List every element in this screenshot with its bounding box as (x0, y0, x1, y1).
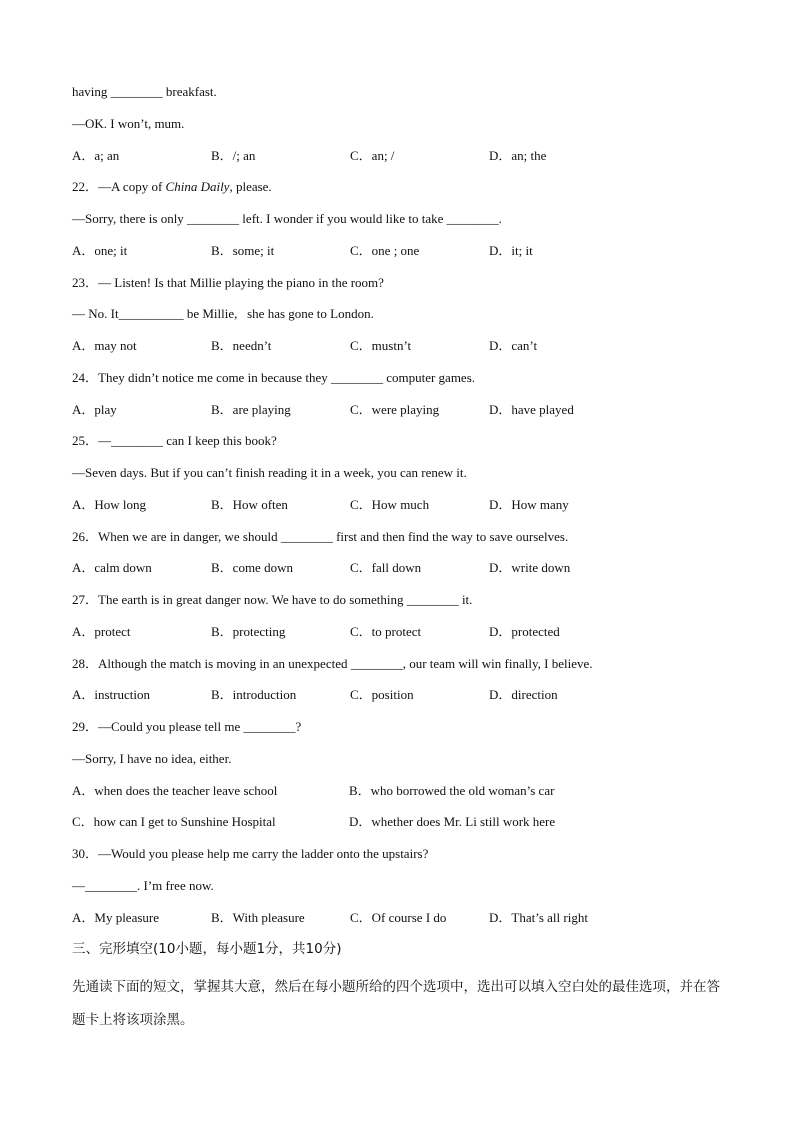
answer-option: C．position (350, 687, 414, 703)
question-line: 25．—________ can I keep this book? (72, 433, 277, 449)
answer-option: D．How many (489, 496, 569, 512)
question-line: 27．The earth is in great danger now. We have to do something ________ it. (72, 592, 473, 607)
question-line: —OK. I won’t, mum. (72, 115, 185, 131)
answer-option: B．With pleasure (211, 909, 305, 925)
answer-option: A．How long (72, 496, 147, 512)
answer-option: D．can’t (489, 338, 538, 353)
question-text: 22．—A copy of (72, 179, 166, 195)
question-text: , please. (229, 179, 272, 195)
answer-option: D．protected (489, 623, 560, 639)
answer-option: A．instruction (72, 687, 150, 703)
answer-option: D．have played (489, 401, 574, 417)
answer-option: B．introduction (211, 687, 297, 703)
answer-option: B．are playing (211, 401, 291, 417)
answer-option: A．My pleasure (72, 909, 160, 925)
answer-option: D．whether does Mr. Li still work here (349, 814, 556, 830)
option-row (72, 685, 732, 717)
answer-option: C．fall down (350, 560, 422, 576)
option-row (72, 336, 732, 368)
question-lines (72, 82, 732, 939)
option-row (72, 812, 732, 844)
option-row (72, 495, 732, 527)
answer-option: C．How much (350, 496, 430, 512)
question-line (72, 177, 732, 209)
answer-option: D．write down (489, 560, 571, 576)
option-row (72, 146, 732, 178)
answer-option: C．to protect (350, 623, 422, 639)
answer-option: B．How often (211, 496, 288, 512)
answer-option: A．when does the teacher leave school (72, 782, 278, 798)
answer-option: B．needn’t (211, 338, 272, 353)
question-line: —________. I’m free now. (72, 877, 214, 893)
answer-option: A．play (72, 401, 117, 417)
section-instruction: 先通读下面的短文，掌握其大意，然后在每小题所给的四个选项中，选出可以填入空白处的最佳选项，并在答题卡上将该项涂黑。 (72, 979, 720, 1029)
answer-option: C．one ; one (350, 242, 420, 258)
answer-option: B．/; an (211, 147, 256, 163)
answer-option: A．may not (72, 338, 137, 353)
question-line: 29．—Could you please tell me ________? (72, 719, 302, 734)
answer-option: B．come down (211, 560, 293, 576)
option-row (72, 622, 732, 654)
answer-option: D．it; it (489, 242, 533, 258)
question-line: 28．Although the match is moving in an unexpected ________, our team will win finally, I believe. (72, 655, 593, 671)
question-line: 30．—Would you please help me carry the ladder onto the upstairs? (72, 846, 429, 861)
question-line: having ________ breakfast. (72, 84, 217, 99)
newspaper-title: China Daily (165, 179, 230, 195)
section-title: 三、完形填空(10小题，每小题1分，共10分) (72, 941, 342, 958)
question-line: 26．When we are in danger, we should ________ first and then find the way to save ourselves. (72, 528, 569, 544)
answer-option: D．an; the (489, 147, 547, 163)
exam-page (72, 82, 732, 1037)
answer-option: A．a; an (72, 147, 120, 163)
question-line: 24．They didn’t notice me come in because they ________ computer games. (72, 369, 476, 385)
answer-option: C．Of course I do (350, 909, 447, 925)
option-row (72, 558, 732, 590)
answer-option: C．were playing (350, 401, 440, 417)
option-row (72, 400, 732, 432)
answer-option: C．an; / (350, 147, 395, 163)
answer-option: A．one; it (72, 242, 128, 258)
question-line: 23．— Listen! Is that Millie playing the piano in the room? (72, 274, 384, 290)
answer-option: D．That’s all right (489, 909, 588, 925)
option-row (72, 781, 732, 813)
question-line: —Sorry, I have no idea, either. (72, 750, 232, 766)
option-row (72, 908, 732, 940)
answer-option: B．protecting (211, 623, 286, 639)
answer-option: C．mustn’t (350, 338, 412, 353)
question-line: —Seven days. But if you can’t finish reading it in a week, you can renew it. (72, 465, 467, 480)
answer-option: B．who borrowed the old woman’s car (349, 782, 555, 798)
question-line: — No. It__________ be Millie, she has gone to London. (72, 306, 374, 322)
question-line: —Sorry, there is only ________ left. I wonder if you would like to take ________. (72, 211, 502, 226)
answer-option: A．protect (72, 623, 131, 639)
answer-option: A．calm down (72, 560, 152, 576)
option-row (72, 241, 732, 273)
answer-option: C．how can I get to Sunshine Hospital (72, 814, 276, 830)
answer-option: D．direction (489, 687, 558, 703)
answer-option: B．some; it (211, 242, 275, 258)
